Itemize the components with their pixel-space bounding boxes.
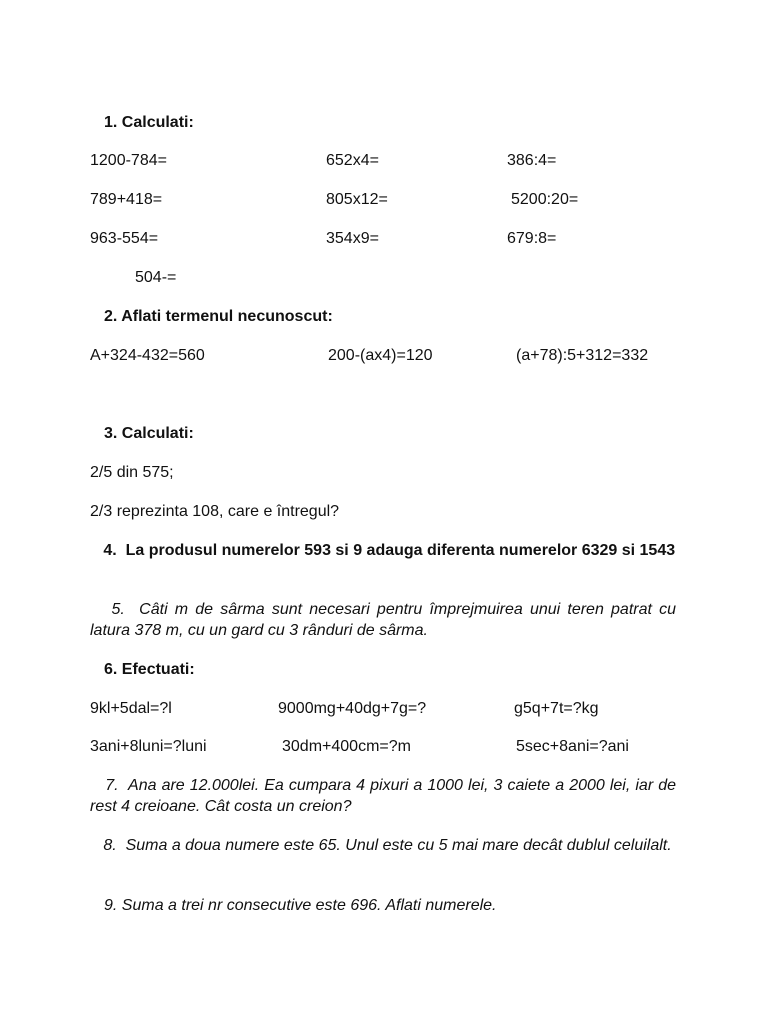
exercise-1-7: 963-554= <box>90 230 159 247</box>
conversion-5: 30dm+400cm=?m <box>282 738 411 755</box>
section-2-heading: 2. Aflati termenul necunoscut: <box>104 308 333 325</box>
exercise-1-9: 679:8= <box>507 230 557 247</box>
problem-8: 8. Suma a doua numere este 65. Unul este cu 5 mai mare decât dublul celuilalt. <box>90 837 672 854</box>
problem-3-1: 2/5 din 575; <box>90 464 174 481</box>
problem-9: 9. Suma a trei nr consecutive este 696. Aflati numerele. <box>104 897 497 914</box>
section-1-heading: 1. Calculati: <box>104 114 194 131</box>
problem-7: 7. Ana are 12.000lei. Ea cumpara 4 pixuri a 1000 lei, 3 caiete a 2000 lei, iar de rest 4 creioane. Cât costa un creion? <box>90 777 681 815</box>
equation-1: A+324-432=560 <box>90 347 205 364</box>
problem-3-2: 2/3 reprezinta 108, care e întregul? <box>90 503 340 520</box>
conversion-6: 5sec+8ani=?ani <box>516 738 629 755</box>
exercise-1-1: 1200-784= <box>90 152 167 169</box>
conversion-2: 9000mg+40dg+7g=? <box>278 700 427 717</box>
section-3-heading: 3. Calculati: <box>104 425 194 442</box>
exercise-1-3: 386:4= <box>507 152 557 169</box>
conversion-4: 3ani+8luni=?luni <box>90 738 207 755</box>
exercise-1-5: 805x12= <box>326 191 388 208</box>
exercise-1-2: 652x4= <box>326 152 379 169</box>
problem-4: 4. La produsul numerelor 593 si 9 adauga diferenta numerelor 6329 si 1543 <box>90 542 676 559</box>
problem-5: 5. Câti m de sârma sunt necesari pentru împrejmuirea unui teren patrat cu latura 378 m, cu un gard cu 3 rânduri de sârma. <box>90 601 681 639</box>
exercise-1-4: 789+418= <box>90 191 163 208</box>
exercise-1-10: 504-= <box>135 269 177 286</box>
equation-3: (a+78):5+312=332 <box>516 347 649 364</box>
exercise-1-6: 5200:20= <box>511 191 579 208</box>
equation-2: 200-(ax4)=120 <box>328 347 433 364</box>
section-6-heading: 6. Efectuati: <box>104 661 195 678</box>
conversion-1: 9kl+5dal=?l <box>90 700 172 717</box>
conversion-3: g5q+7t=?kg <box>514 700 599 717</box>
exercise-1-8: 354x9= <box>326 230 379 247</box>
